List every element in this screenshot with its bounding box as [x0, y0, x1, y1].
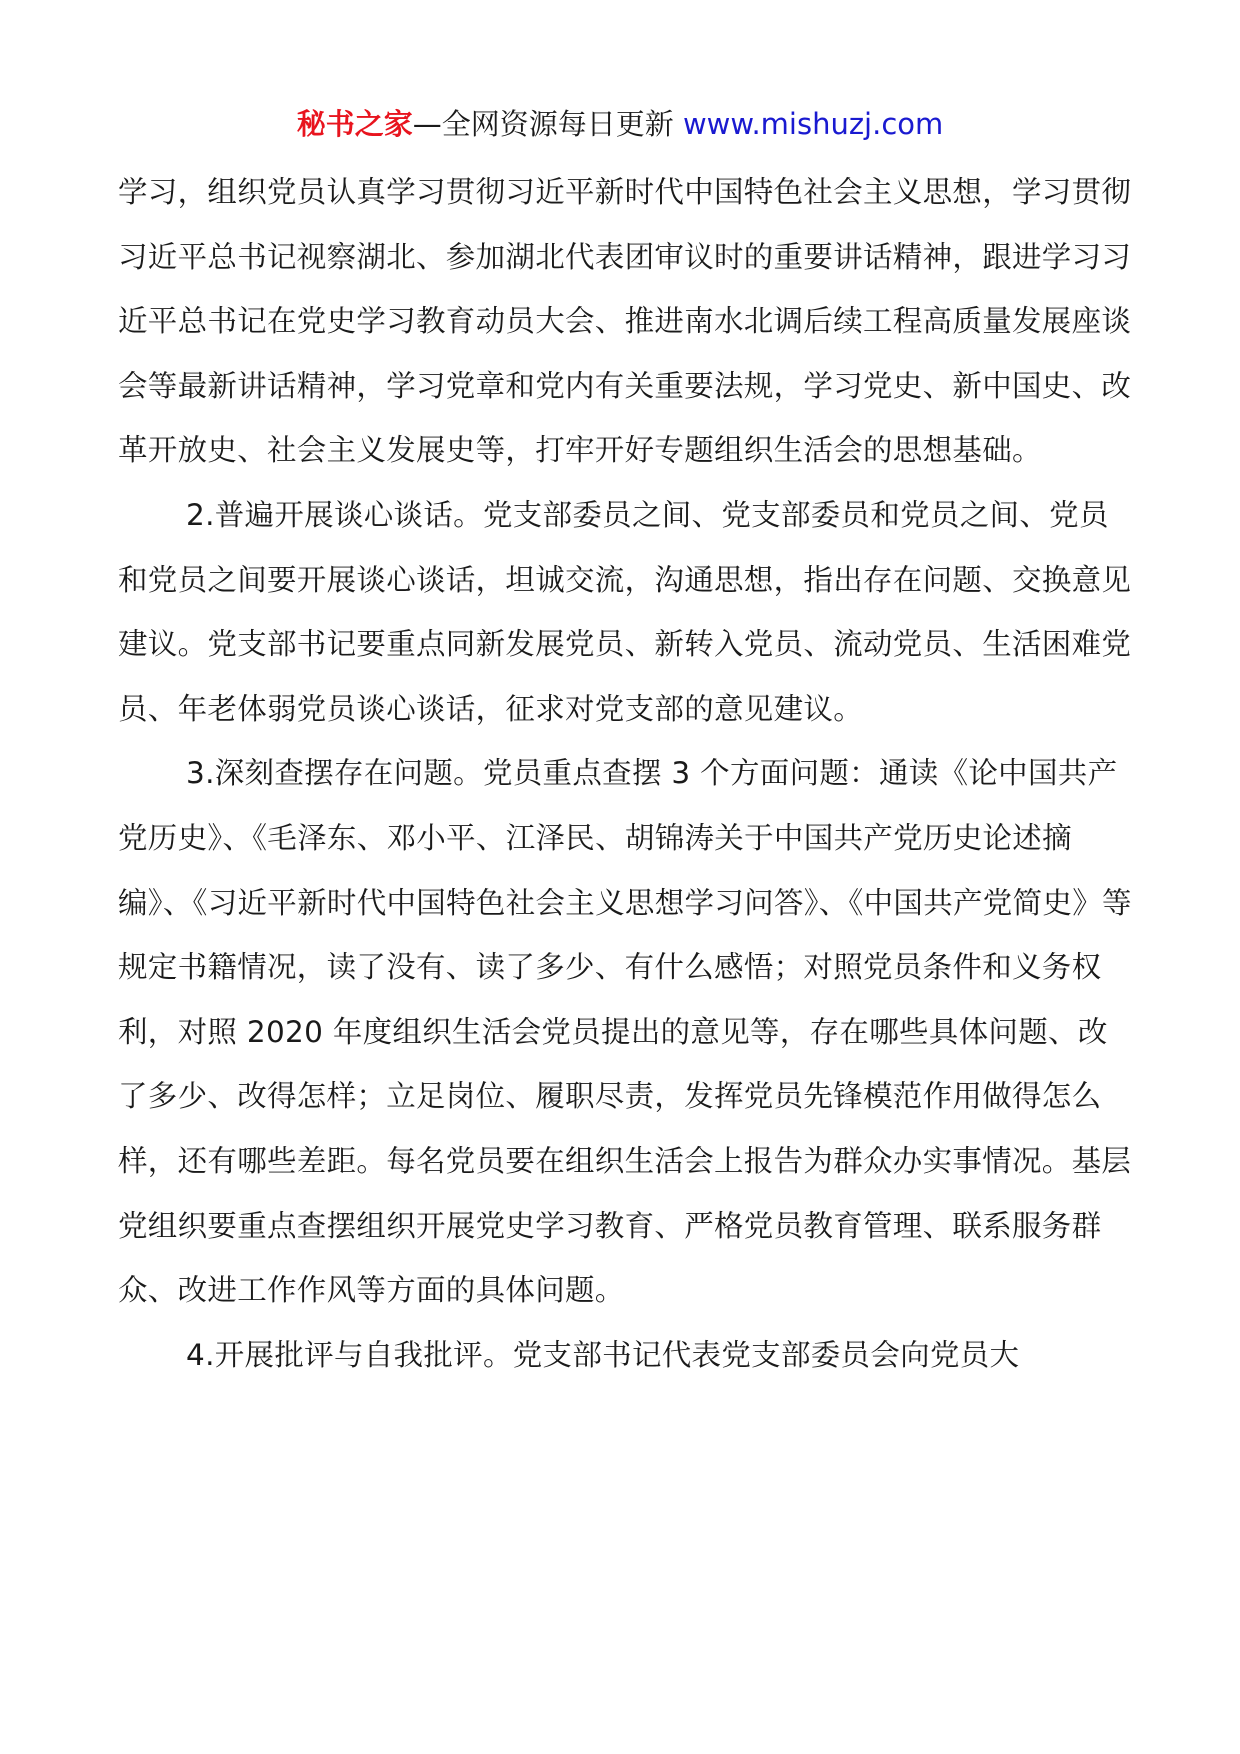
document-body: [118, 160, 1136, 1387]
body-paragraph: 2.普遍开展谈心谈话。党支部委员之间、党支部委员和党员之间、党员和党员之间要开展谈心谈话，坦诚交流，沟通思想，指出存在问题、交换意见建议。党支部书记要重点同新发展党员、新转入党员、流动党员、生活困难党员、年老体弱党员谈心谈话，征求对党支部的意见建议。: [118, 497, 1132, 726]
header-slogan: —全网资源每日更新: [412, 107, 674, 141]
body-paragraph: 3.深刻查摆存在问题。党员重点查摆 3 个方面问题：通读《论中国共产党历史》、《毛泽东、邓小平、江泽民、胡锦涛关于中国共产党历史论述摘编》、《习近平新时代中国特色社会主义思想学习问答》、《中国共产党简史》等规定书籍情况，读了没有、读了多少、有什么感悟；对照党员条件和义务权利，对照 2020 年度组织生活会党员提出的意见等，存在哪些具体问题、改了多少、改得怎样；立足岗位、履职尽责，发挥党员先锋模范作用做得怎么样，还有哪些差距。每名党员要在组织生活会上报告为群众办实事情况。基层党组织要重点查摆组织开展党史学习教育、严格党员教育管理、联系服务群众、改进工作作风等方面的具体问题。: [118, 756, 1132, 1308]
header-url-link[interactable]: www.mishuzj.com: [682, 107, 944, 141]
body-paragraph: 学习，组织党员认真学习贯彻习近平新时代中国特色社会主义思想，学习贯彻习近平总书记视察湖北、参加湖北代表团审议时的重要讲话精神，跟进学习习近平总书记在党史学习教育动员大会、推进南水北调后续工程高质量发展座谈会等最新讲话精神，学习党章和党内有关重要法规，学习党史、新中国史、改革开放史、社会主义发展史等，打牢开好专题组织生活会的思想基础。: [118, 175, 1132, 468]
body-paragraph: 4.开展批评与自我批评。党支部书记代表党支部委员会向党员大: [186, 1337, 1020, 1372]
header-brand: 秘书之家: [296, 107, 413, 141]
page-header: [0, 104, 1240, 144]
